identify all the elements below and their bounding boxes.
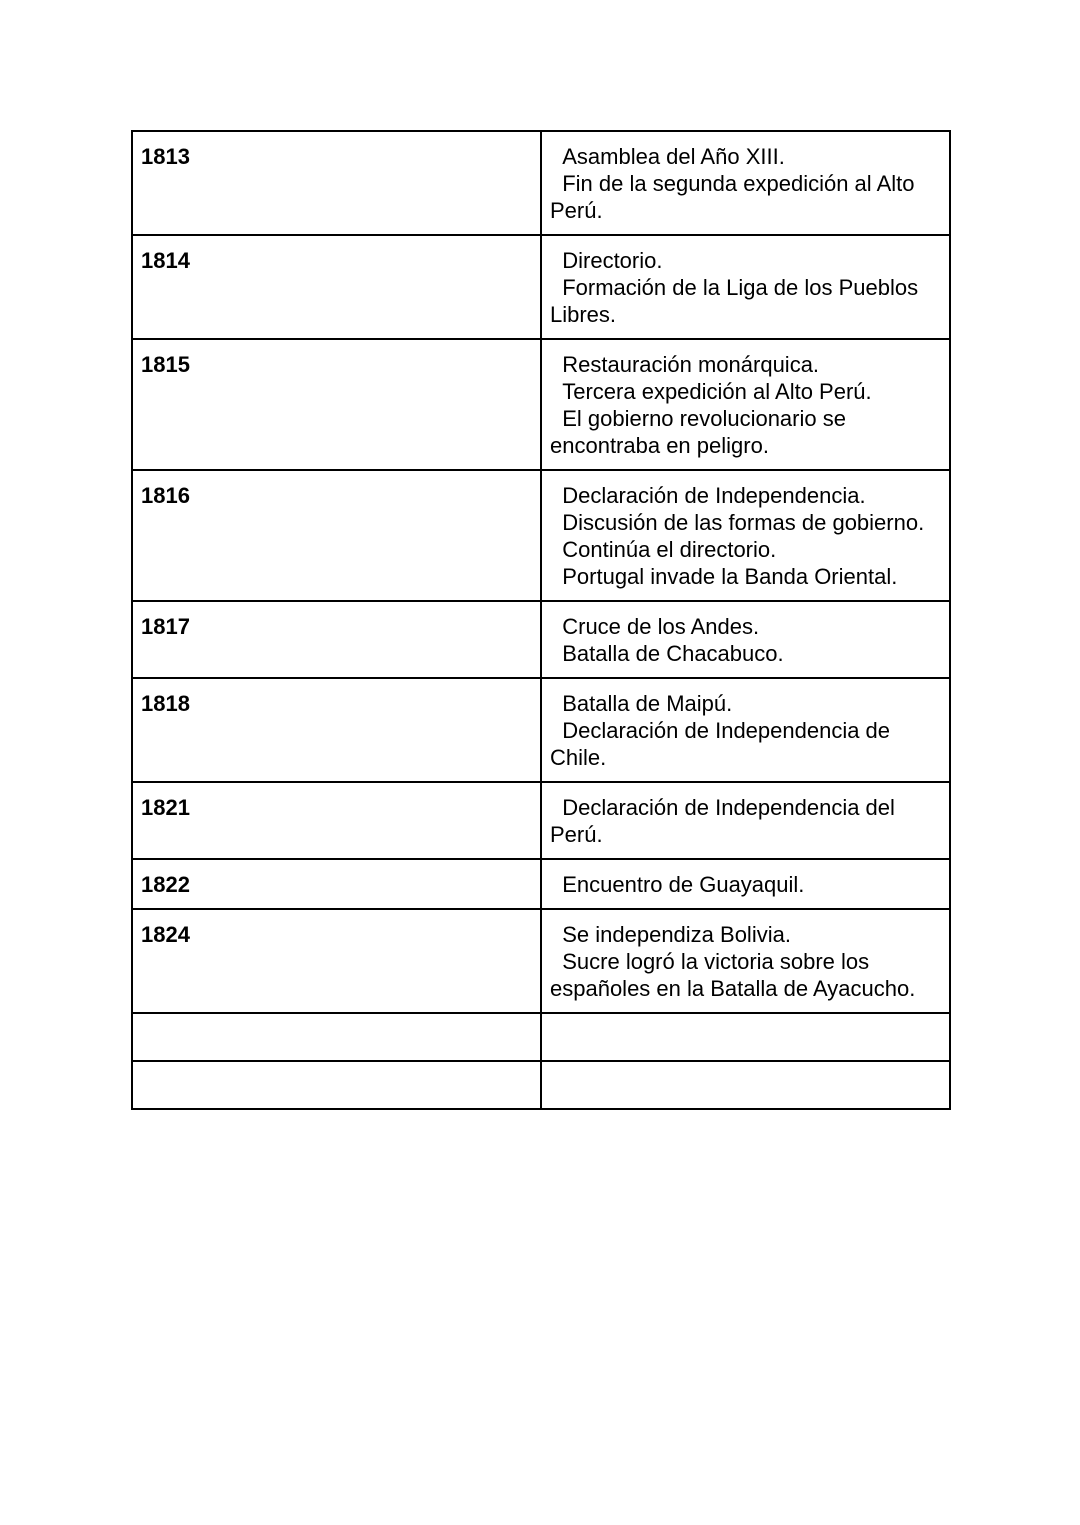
table-row xyxy=(132,235,950,339)
year-cell xyxy=(132,1061,541,1109)
events-cell: Asamblea del Año XIII. Fin de la segunda expedición al Alto Perú. xyxy=(541,131,950,235)
year-cell: 1817 xyxy=(132,601,541,678)
table-row xyxy=(132,782,950,859)
events-cell: Se independiza Bolivia. Sucre logró la victoria sobre los españoles en la Batalla de Ayacucho. xyxy=(541,909,950,1013)
year-cell: 1815 xyxy=(132,339,541,470)
events-cell: Declaración de Independencia. Discusión de las formas de gobierno. Continúa el directorio. Portugal invade la Banda Oriental. xyxy=(541,470,950,601)
timeline-table xyxy=(131,130,951,1110)
table-row-empty xyxy=(132,1013,950,1061)
year-cell: 1814 xyxy=(132,235,541,339)
table-row xyxy=(132,601,950,678)
year-cell: 1813 xyxy=(132,131,541,235)
table-row xyxy=(132,678,950,782)
events-cell: Batalla de Maipú. Declaración de Independencia de Chile. xyxy=(541,678,950,782)
year-cell: 1824 xyxy=(132,909,541,1013)
events-cell xyxy=(541,1013,950,1061)
events-cell: Directorio. Formación de la Liga de los Pueblos Libres. xyxy=(541,235,950,339)
table-row xyxy=(132,470,950,601)
table-row xyxy=(132,909,950,1013)
events-cell: Restauración monárquica. Tercera expedición al Alto Perú. El gobierno revolucionario se encontraba en peligro. xyxy=(541,339,950,470)
year-cell: 1816 xyxy=(132,470,541,601)
events-cell: Declaración de Independencia del Perú. xyxy=(541,782,950,859)
year-cell: 1818 xyxy=(132,678,541,782)
table-row xyxy=(132,131,950,235)
table-row-empty xyxy=(132,1061,950,1109)
events-cell: Cruce de los Andes. Batalla de Chacabuco. xyxy=(541,601,950,678)
year-cell: 1821 xyxy=(132,782,541,859)
events-cell: Encuentro de Guayaquil. xyxy=(541,859,950,909)
year-cell: 1822 xyxy=(132,859,541,909)
table-row xyxy=(132,339,950,470)
events-cell xyxy=(541,1061,950,1109)
year-cell xyxy=(132,1013,541,1061)
table-row xyxy=(132,859,950,909)
